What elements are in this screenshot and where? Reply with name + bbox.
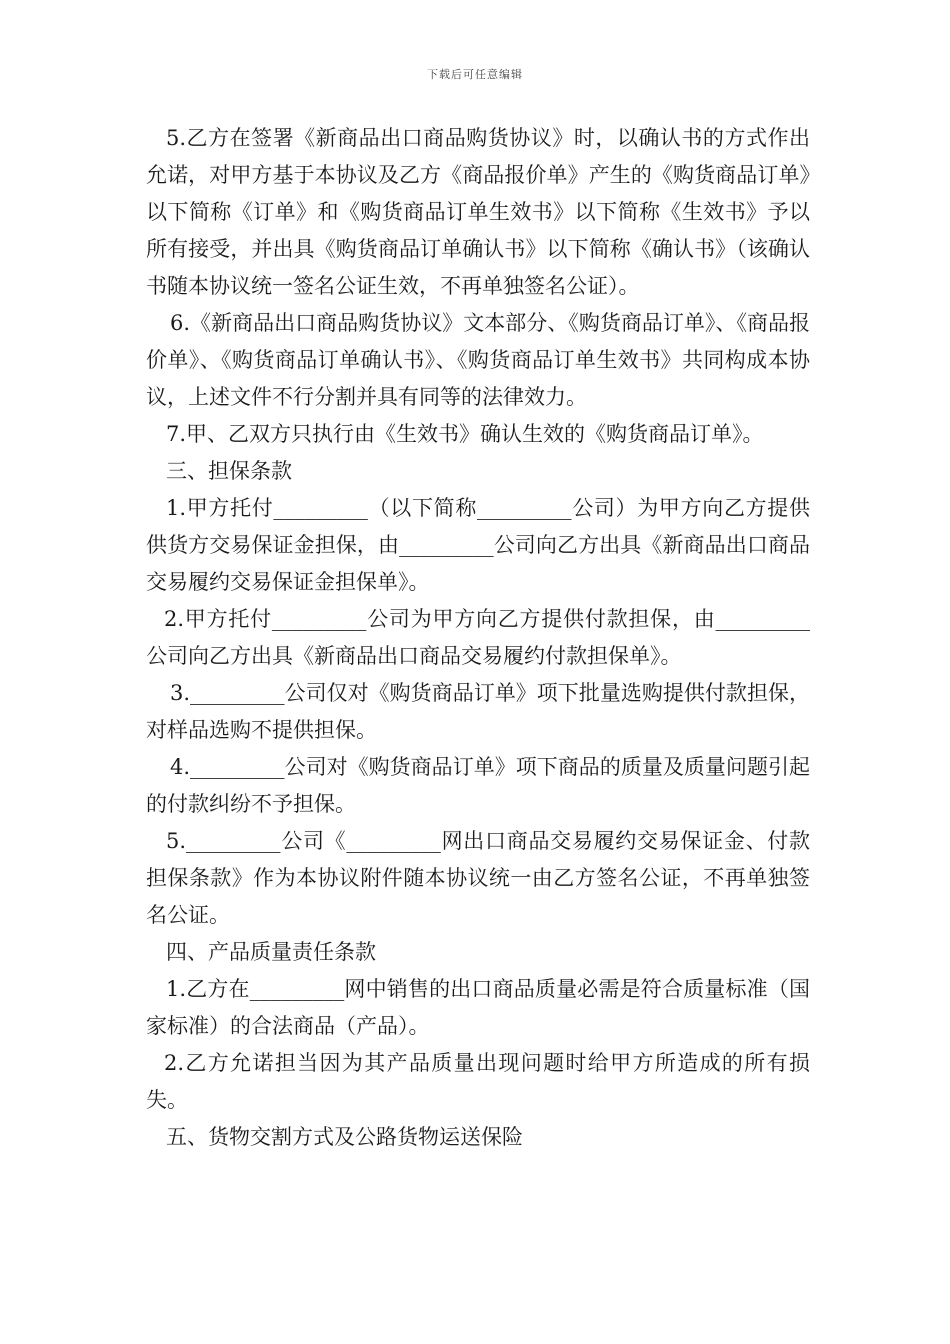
page-header-note: 下载后可任意编辑 <box>427 68 523 81</box>
section-heading: 三、担保条款 <box>166 459 292 483</box>
clause-paragraph: 7.甲、乙双方只执行由《生效书》确认生效的《购货商品订单》。 <box>166 422 764 446</box>
section-heading: 四、产品质量责任条款 <box>166 940 376 964</box>
clause-paragraph: 2.乙方允诺担当因为其产品质量出现问题时给甲方所造成的所有损失。 <box>146 1051 810 1112</box>
clause-paragraph: 6.《新商品出口商品购货协议》文本部分、《购货商品订单》、《商品报价单》、《购货商品订单确认书》、《购货商品订单生效书》共同构成本协议，上述文件不行分割并具有同等的法律效力。 <box>146 311 810 409</box>
clause-paragraph: 5.乙方在签署《新商品出口商品购货协议》时，以确认书的方式作出允诺，对甲方基于本协议及乙方《商品报价单》产生的《购货商品订单》以下简称《订单》和《购货商品订单生效书》以下简称《生效书》予以所有接受，并出具《购货商品订单确认书》以下简称《确认书》（该确认书随本协议统一签名公证生效，不再单独签名公证）。 <box>146 126 810 298</box>
clause-paragraph: 2.甲方托付_________公司为甲方向乙方提供付款担保，由_________公司向乙方出具《新商品出口商品交易履约付款担保单》。 <box>146 607 810 668</box>
clause-paragraph: 3._________公司仅对《购货商品订单》项下批量选购提供付款担保，对样品选购不提供担保。 <box>146 681 810 742</box>
section-heading: 五、货物交割方式及公路货物运送保险 <box>166 1125 523 1149</box>
clause-paragraph: 1.甲方托付_________（以下简称_________公司）为甲方向乙方提供供货方交易保证金担保，由_________公司向乙方出具《新商品出口商品交易履约交易保证金担保单》。 <box>146 496 810 594</box>
clause-paragraph: 5._________公司《_________网出口商品交易履约交易保证金、付款担保条款》作为本协议附件随本协议统一由乙方签名公证，不再单独签名公证。 <box>146 829 810 927</box>
clause-paragraph: 1.乙方在_________网中销售的出口商品质量必需是符合质量标准（国家标准）的合法商品（产品）。 <box>146 977 810 1038</box>
document-body <box>146 120 810 1156</box>
clause-paragraph: 4._________公司对《购货商品订单》项下商品的质量及质量问题引起的付款纠纷不予担保。 <box>146 755 810 816</box>
